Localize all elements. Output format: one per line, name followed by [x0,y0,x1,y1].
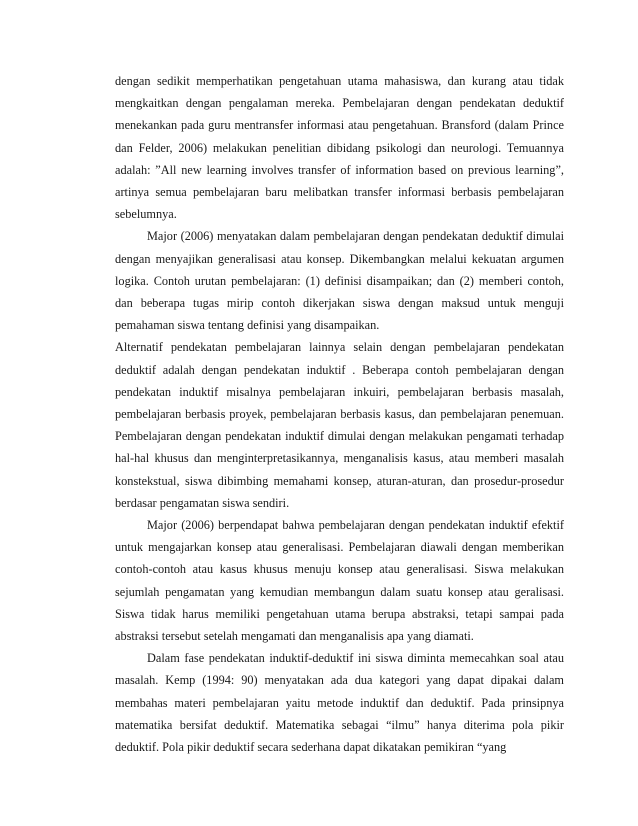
paragraph-3: Alternatif pendekatan pembelajaran lainnya selain dengan pembelajaran pendekatan deduktif adalah dengan pendekatan induktif . Beberapa contoh pembelajaran dengan pendekatan induktif misalnya pembelajaran inkuiri, pembelajaran berbasis masalah, pembelajaran berbasis proyek, pembelajaran berbasis kasus, dan pembelajaran penemuan. Pembelajaran dengan pendekatan induktif dimulai dengan melakukan pengamati terhadap hal-hal khusus dan menginterpretasikannya, menganalisis kasus, atau memberi masalah konstekstual, siswa dibimbing memahami konsep, aturan-aturan, dan prosedur-prosedur berdasar pengamatan siswa sendiri. [115,340,564,510]
paragraph-2: Major (2006) menyatakan dalam pembelajaran dengan pendekatan deduktif dimulai dengan menyajikan generalisasi atau konsep. Dikembangkan melalui kekuatan argumen logika. Contoh urutan pembelajaran: (1) definisi disampaikan; dan (2) memberi contoh, dan beberapa tugas mirip contoh dikerjakan siswa dengan maksud untuk menguji pemahaman siswa tentang definisi yang disampaikan. [115,229,564,333]
paragraph-1: dengan sedikit memperhatikan pengetahuan utama mahasiswa, dan kurang atau tidak mengkaitkan dengan pengalaman mereka. Pembelajaran dengan pendekatan deduktif menekankan pada guru mentransfer informasi atau pengetahuan. Bransford (dalam Prince dan Felder, 2006) melakukan penelitian dibidang psikologi dan neurologi. Temuannya adalah: ”All new learning involves transfer of information based on previous learning”, artinya semua pembelajaran baru melibatkan transfer informasi berbasis pembelajaran sebelumnya. [115,74,564,222]
paragraph-4: Major (2006) berpendapat bahwa pembelajaran dengan pendekatan induktif efektif untuk mengajarkan konsep atau generalisasi. Pembelajaran diawali dengan memberikan contoh-contoh atau kasus khusus menuju konsep atau generalisasi. Siswa melakukan sejumlah pengamatan yang kemudian membangun dalam suatu konsep atau geralisasi. Siswa tidak harus memiliki pengetahuan utama berupa abstraksi, tetapi sampai pada abstraksi tersebut setelah mengamati dan menganalisis apa yang diamati. [115,518,564,644]
paragraph-5: Dalam fase pendekatan induktif-deduktif ini siswa diminta memecahkan soal atau masalah. Kemp (1994: 90) menyatakan ada dua kategori yang dapat dipakai dalam membahas materi pembelajaran yaitu metode induktif dan deduktif. Pada prinsipnya matematika bersifat deduktif. Matematika sebagai “ilmu” hanya diterima pola pikir deduktif. Pola pikir deduktif secara sederhana dapat dikatakan pemikiran “yang [115,651,564,755]
body-text [115,70,564,758]
